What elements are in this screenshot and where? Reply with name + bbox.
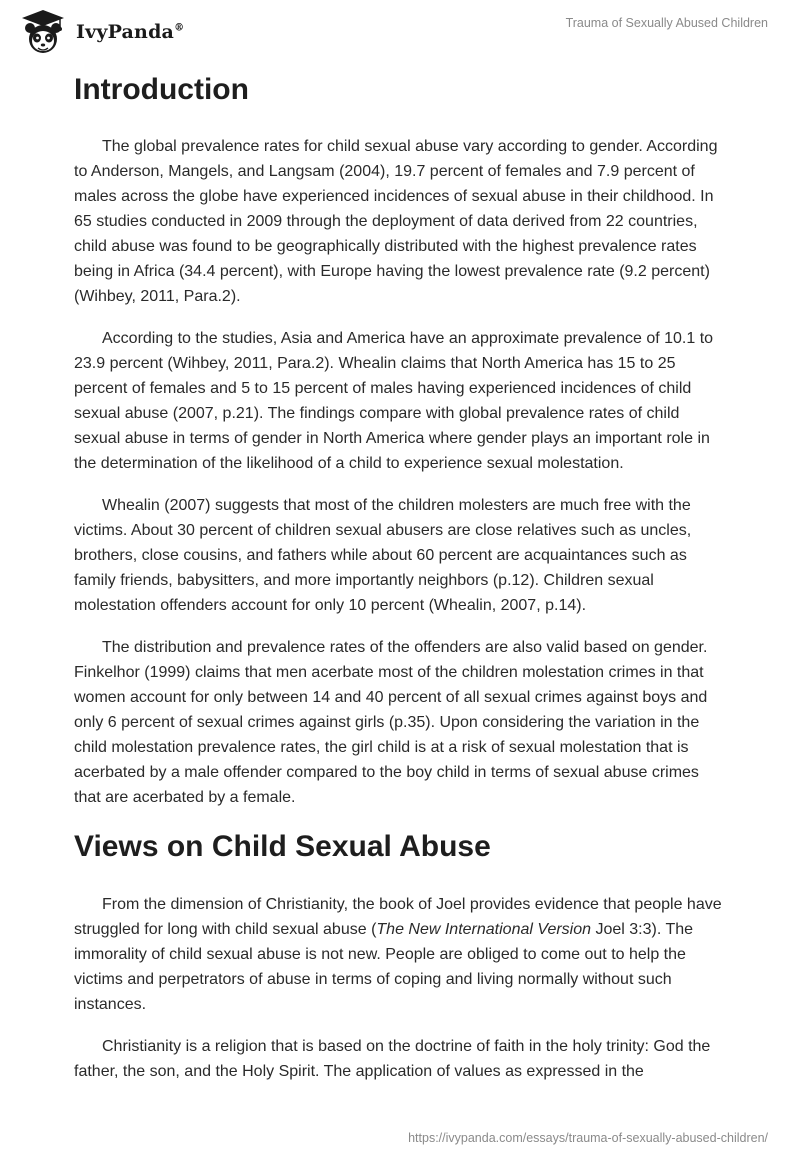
book-title: The New International Version	[376, 921, 592, 938]
paragraph: According to the studies, Asia and America have an approximate prevalence of 10.1 to 23.9 percent (Wihbey, 2011, Para.2). Whealin claims that North America has 15 to 25 percent of females and 5 to 15 percent of males having experienced incidences of child sexual abuse (2007, p.21). The findings compare with global prevalence rates of child sexual abuse in terms of gender in North America where gender plays an important role in the determination of the likelihood of a child to experience sexual molestation.	[74, 330, 714, 472]
paragraph: Christianity is a religion that is based on the doctrine of faith in the holy trinity: God the father, the son, and the Holy Spirit. The application of values as expressed in the	[74, 1038, 711, 1080]
section-heading: Views on Child Sexual Abuse	[74, 830, 491, 863]
source-url[interactable]: https://ivypanda.com/essays/trauma-of-sexually-abused-children/	[408, 1131, 768, 1145]
essay-body	[74, 70, 730, 1101]
section-heading: Introduction	[74, 73, 249, 106]
paragraph: Whealin (2007) suggests that most of the children molesters are much free with the victims. About 30 percent of children sexual abusers are close relatives such as uncles, brothers, close cousins, and fathers while about 60 percent are acquaintances such as family friends, babysitters, and more importantly neighbors (p.12). Children sexual molestation offenders account for only 10 percent (Whealin, 2007, p.14).	[74, 497, 692, 614]
page-header	[0, 0, 800, 60]
paragraph: The global prevalence rates for child sexual abuse vary according to gender. According to Anderson, Mangels, and Langsam (2004), 19.7 percent of females and 7.9 percent of males across the globe have experienced incidences of sexual abuse in their childhood. In 65 studies conducted in 2009 through the deployment of data derived from 22 countries, child abuse was found to be geographically distributed with the highest prevalence rates being in Africa (34.4 percent), with Europe having the lowest prevalence rate (9.2 percent) (Wihbey, 2011, Para.2).	[74, 138, 718, 305]
brand-name: IvyPanda®	[76, 21, 185, 43]
panda-graduate-icon	[16, 8, 70, 56]
ivypanda-logo[interactable]	[16, 8, 184, 56]
document-title: Trauma of Sexually Abused Children	[565, 16, 768, 30]
paragraph: From the dimension of Christianity, the book of Joel provides evidence that people have struggled for long with child sexual abuse (The New International Version Joel 3:3). The immorality of child sexual abuse is not new. People are obliged to come out to help the victims and perpetrators of abuse in terms of coping and living normally without such instances.	[74, 896, 722, 1013]
paragraph: The distribution and prevalence rates of the offenders are also valid based on gender. Finkelhor (1999) claims that men acerbate most of the children molestation crimes in that women account for only between 14 and 40 percent of all sexual crimes against boys and only 6 percent of sexual crimes against girls (p.35). Upon considering the variation in the child molestation prevalence rates, the girl child is at a risk of sexual molestation that is acerbated by a male offender compared to the boy child in terms of sexual abuse crimes that are acerbated by a female.	[74, 639, 708, 806]
